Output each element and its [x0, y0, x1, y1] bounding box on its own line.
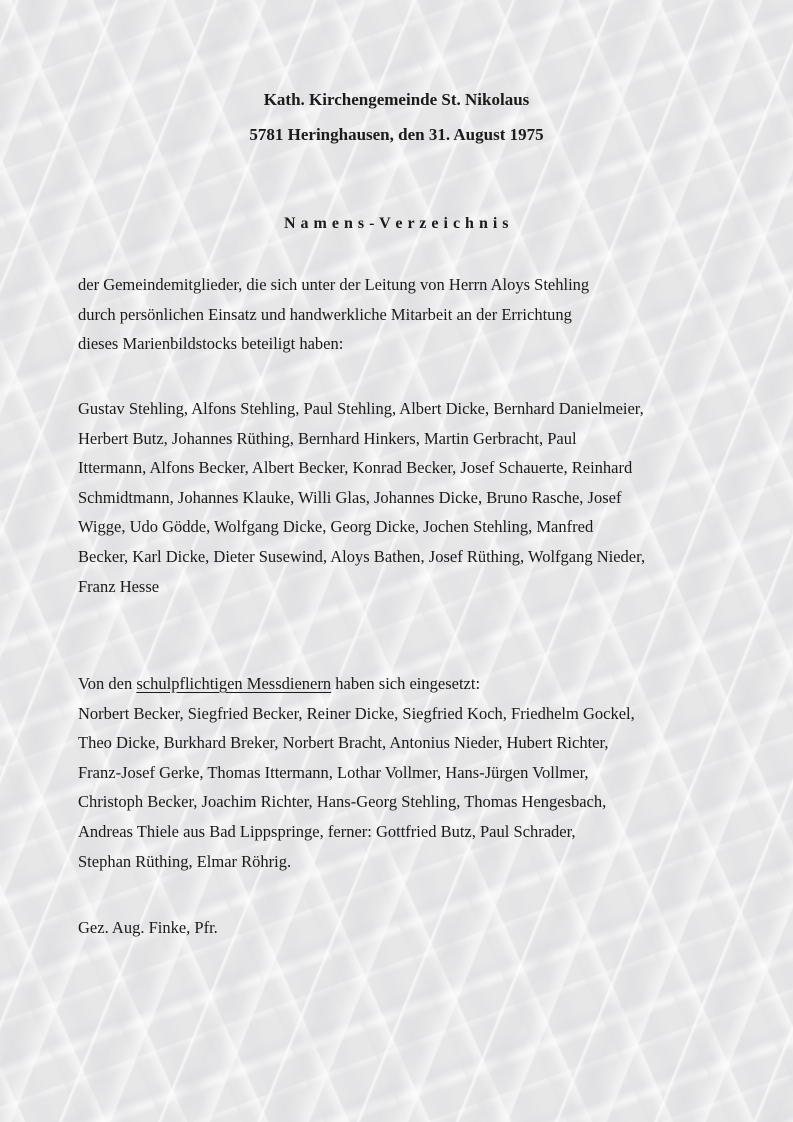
altar-servers-section [78, 669, 635, 876]
helpers-line: Becker, Karl Dicke, Dieter Susewind, Aloys Bathen, Josef Rüthing, Wolfgang Nieder, [78, 546, 646, 566]
altar-servers-line: Theo Dicke, Burkhard Breker, Norbert Bracht, Antonius Nieder, Hubert Richter, [78, 733, 609, 753]
letterhead [0, 82, 793, 152]
altar-servers-underlined-phrase: schulpflichtigen Messdienern [136, 674, 332, 693]
intro-line: durch persönlichen Einsatz und handwerkliche Mitarbeit an der Errichtung [78, 304, 572, 324]
place-and-date: 5781 Heringhausen, den 31. August 1975 [249, 125, 544, 144]
helpers-line: Wigge, Udo Gödde, Wolfgang Dicke, Georg Dicke, Jochen Stehling, Manfred [78, 517, 594, 537]
altar-servers-line: Andreas Thiele aus Bad Lippspringe, ferner: Gottfried Butz, Paul Schrader, [78, 821, 576, 841]
intro-line: dieses Marienbildstocks beteiligt haben: [78, 334, 344, 354]
altar-servers-line: Christoph Becker, Joachim Richter, Hans-Georg Stehling, Thomas Hengesbach, [78, 792, 607, 812]
helpers-line: Ittermann, Alfons Becker, Albert Becker, Konrad Becker, Josef Schauerte, Reinhard [78, 458, 633, 478]
helpers-line: Schmidtmann, Johannes Klauke, Willi Glas, Johannes Dicke, Bruno Rasche, Josef [78, 487, 622, 507]
altar-servers-lead-prefix: Von den [78, 674, 137, 693]
helpers-line: Gustav Stehling, Alfons Stehling, Paul Stehling, Albert Dicke, Bernhard Danielmeier, [78, 399, 644, 418]
altar-servers-lead-line [78, 669, 635, 699]
parish-name: Kath. Kirchengemeinde St. Nikolaus [263, 90, 530, 109]
document-title: N a m e n s - V e r z e i c h n i s [283, 215, 510, 232]
helpers-line: Herbert Butz, Johannes Rüthing, Bernhard Hinkers, Martin Gerbracht, Paul [78, 428, 577, 448]
intro-line: der Gemeindemitglieder, die sich unter der Leitung von Herrn Aloys Stehling [78, 275, 590, 294]
altar-servers-lead-suffix: haben sich eingesetzt: [331, 674, 481, 693]
altar-servers-line: Franz-Josef Gerke, Thomas Ittermann, Lothar Vollmer, Hans-Jürgen Vollmer, [78, 762, 589, 782]
altar-servers-line: Stephan Rüthing, Elmar Röhrig. [78, 851, 292, 871]
intro-paragraph [78, 270, 589, 359]
helpers-name-list [78, 394, 645, 601]
signature-line: Gez. Aug. Finke, Pfr. [78, 918, 218, 937]
altar-servers-line: Norbert Becker, Siegfried Becker, Reiner Dicke, Siegfried Koch, Friedhelm Gockel, [78, 703, 635, 723]
helpers-line: Franz Hesse [78, 576, 160, 596]
